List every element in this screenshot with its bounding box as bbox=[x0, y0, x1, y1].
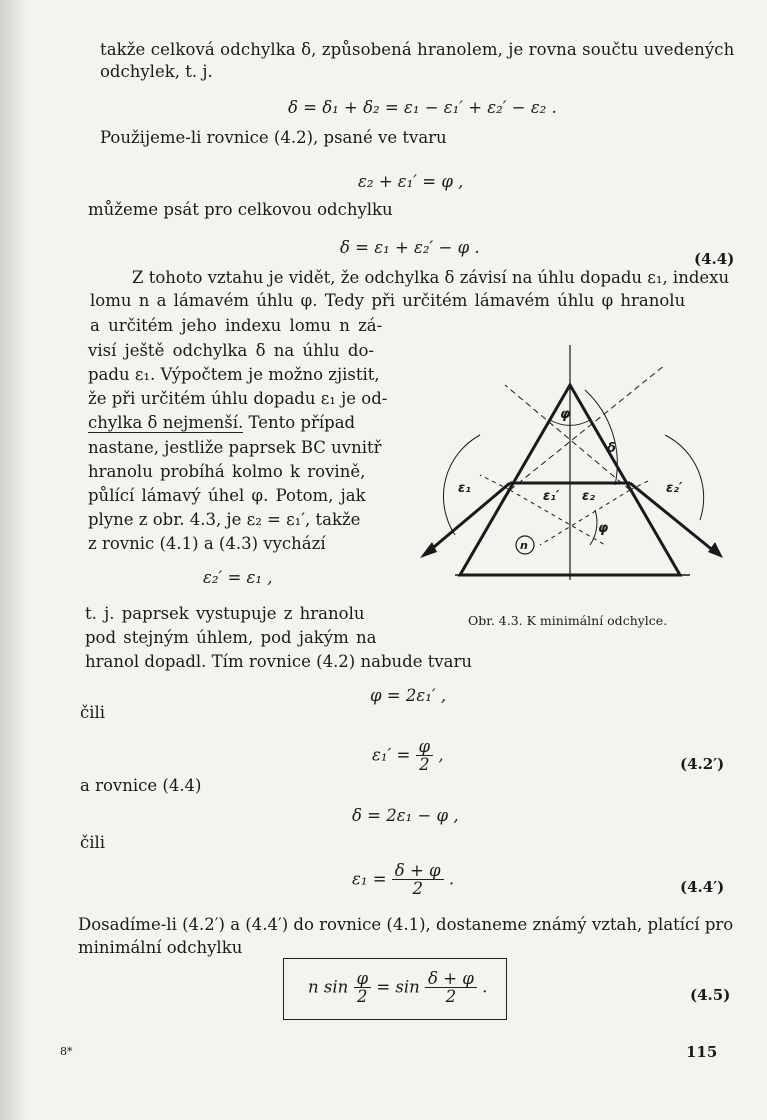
fraction bbox=[392, 862, 444, 898]
text-line: můžeme psát pro celkovou odchylku bbox=[88, 200, 393, 219]
equation bbox=[372, 738, 444, 774]
text-line: hranolu probíhá kolmo k rovině, bbox=[88, 462, 366, 481]
text-line: z rovnic (4.1) a (4.3) vychází bbox=[88, 534, 326, 553]
label-eps1p: ε₁′ bbox=[543, 489, 560, 504]
text-line: a určitém jeho indexu lomu n zá- bbox=[90, 316, 383, 335]
equation-number: (4.5) bbox=[690, 986, 731, 1004]
text-line: půlící lámavý úhel φ. Potom, jak bbox=[88, 486, 366, 505]
equation: φ = 2ε₁′ , bbox=[370, 686, 447, 705]
page-edge-shadow bbox=[0, 0, 28, 1120]
fraction-denominator: 2 bbox=[357, 987, 368, 1007]
dashed-continuation bbox=[505, 385, 630, 490]
fraction-numerator: δ + φ bbox=[425, 970, 477, 988]
text-line: že při určitém úhlu dopadu ε₁ je od- bbox=[88, 389, 388, 408]
equation: ε₂′ = ε₁ , bbox=[203, 568, 273, 587]
label-n: n bbox=[520, 539, 528, 552]
text-line: čili bbox=[80, 703, 106, 722]
equation: δ = ε₁ + ε₂′ − φ . bbox=[340, 238, 480, 257]
equation: ε₂ + ε₁′ = φ , bbox=[358, 172, 464, 191]
text-fragment: Tento případ bbox=[243, 413, 356, 432]
text-line: a rovnice (4.4) bbox=[80, 776, 202, 795]
label-delta: δ bbox=[607, 441, 616, 456]
equation bbox=[308, 970, 487, 1006]
equation-number: (4.4′) bbox=[680, 878, 725, 896]
text-line: minimální odchylku bbox=[78, 938, 243, 957]
text-line: visí ještě odchylka δ na úhlu do- bbox=[88, 341, 374, 360]
eq-lhs: ε₁′ = bbox=[372, 745, 411, 765]
label-eps1: ε₁ bbox=[458, 481, 471, 496]
text-line: plyne z obr. 4.3, je ε₂ = ε₁′, takže bbox=[88, 510, 361, 529]
arrowhead-incident bbox=[420, 542, 437, 558]
arrowhead-emergent bbox=[708, 542, 723, 558]
label-eps2: ε₂ bbox=[582, 489, 595, 504]
text-line: hranol dopadl. Tím rovnice (4.2) nabude tvaru bbox=[85, 652, 473, 671]
eq-part: n sin bbox=[308, 977, 349, 997]
footer-signature: 8* bbox=[60, 1045, 73, 1058]
equation: δ = δ₁ + δ₂ = ε₁ − ε₁′ + ε₂′ − ε₂ . bbox=[288, 98, 557, 117]
fraction-numerator: δ + φ bbox=[392, 862, 444, 880]
label-eps2p: ε₂′ bbox=[666, 481, 683, 496]
dashed-continuation bbox=[510, 365, 665, 490]
eq-tail: . bbox=[448, 869, 455, 889]
text-line: padu ε₁. Výpočtem je možno zjistit, bbox=[88, 365, 380, 384]
text-line: pod stejným úhlem, pod jakým na bbox=[85, 628, 377, 647]
fraction-denominator: 2 bbox=[412, 879, 423, 899]
prism-figure bbox=[410, 340, 740, 610]
fraction-denominator: 2 bbox=[445, 987, 457, 1007]
text-line: nastane, jestliže paprsek BC uvnitř bbox=[88, 438, 382, 457]
fraction bbox=[416, 738, 434, 774]
eq-part: = sin bbox=[376, 977, 420, 997]
equation-number: (4.2′) bbox=[680, 755, 725, 773]
text-line: lomu n a lámavém úhlu φ. Tedy při určitém lámavém úhlu φ hranolu bbox=[90, 291, 686, 310]
eq-lhs: ε₁ = bbox=[352, 869, 387, 889]
eq-tail: , bbox=[438, 745, 444, 765]
label-phi-inner: φ bbox=[598, 521, 609, 536]
fraction-numerator: φ bbox=[354, 970, 372, 988]
text-line: Dosadíme-li (4.2′) a (4.4′) do rovnice (4.1), dostaneme známý vztah, platící pro bbox=[78, 915, 734, 934]
angle-arc-eps2p bbox=[665, 435, 704, 520]
figure-caption: Obr. 4.3. K minimální odchylce. bbox=[468, 613, 668, 628]
fraction bbox=[354, 970, 372, 1006]
equation: δ = 2ε₁ − φ , bbox=[352, 806, 459, 825]
equation-number: (4.4) bbox=[694, 250, 735, 268]
text-line: čili bbox=[80, 833, 106, 852]
fraction-denominator: 2 bbox=[419, 755, 430, 775]
equation bbox=[352, 862, 454, 898]
text-line bbox=[88, 413, 355, 433]
page-number: 115 bbox=[686, 1043, 718, 1061]
text-line: Použijeme-li rovnice (4.2), psané ve tvaru bbox=[100, 128, 447, 147]
label-phi-top: φ bbox=[560, 407, 571, 422]
text-line: takže celková odchylka δ, způsobená hranolem, je rovna součtu uvedených bbox=[100, 40, 735, 59]
text-line: t. j. paprsek vystupuje z hranolu bbox=[85, 604, 365, 623]
text-line: odchylek, t. j. bbox=[100, 62, 213, 81]
fraction bbox=[425, 970, 477, 1006]
text-line: Z tohoto vztahu je vidět, že odchylka δ závisí na úhlu dopadu ε₁, indexu bbox=[132, 268, 730, 287]
fraction-numerator: φ bbox=[416, 738, 434, 756]
eq-tail: . bbox=[482, 977, 488, 997]
underlined-phrase: chylka δ nejmenší. bbox=[88, 413, 244, 432]
